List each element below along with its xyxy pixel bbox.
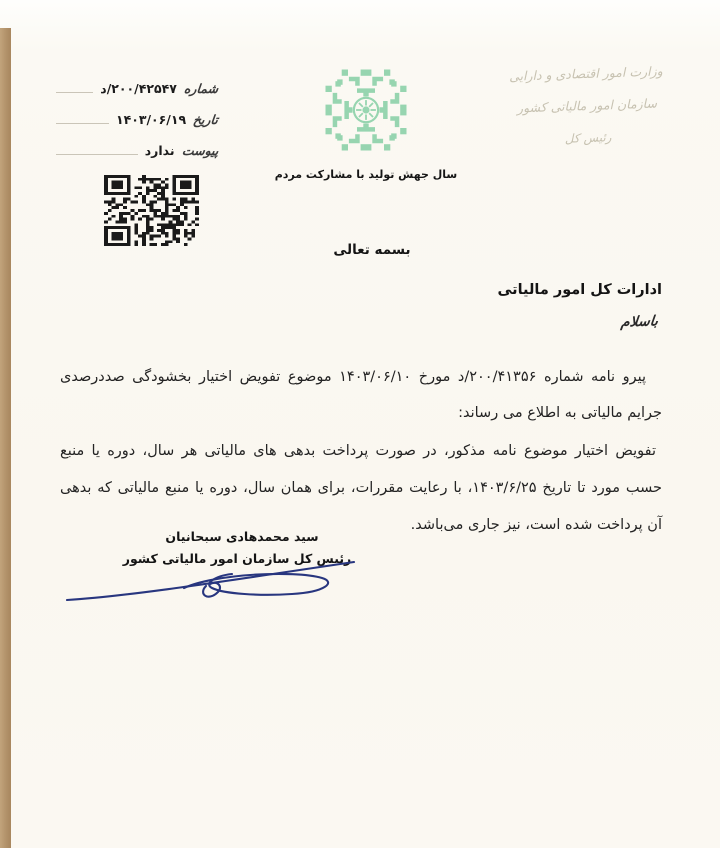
handwritten-signature: [64, 554, 358, 612]
attachment-value: ندارد: [144, 143, 175, 158]
page-edge-shadow: [0, 28, 11, 848]
number-underline: [56, 92, 93, 93]
signatory-title: رئیس کل سازمان امور مالیاتی کشور: [122, 551, 352, 566]
salutation: باسلام: [620, 313, 659, 331]
attachment-label: پیوست: [180, 143, 219, 158]
bismillah-heading: بسمه تعالی: [333, 242, 411, 258]
ministry-name: وزارت امور اقتصادی و دارایی: [508, 63, 663, 84]
date-label: تاریخ: [192, 112, 219, 127]
signatory-name: سید محمدهادی سبحانیان: [165, 529, 319, 544]
addressee-line: ادارات کل امور مالیاتی: [497, 282, 662, 298]
ministry-letterhead: [480, 54, 693, 157]
attachment-underline: [56, 154, 138, 155]
letter-attachment-row: [56, 128, 218, 159]
body-paragraph-1: پیرو نامه شماره ۲۰۰/۴۱۳۵۶/د مورخ ۱۴۰۳/۰۶/۱۰ موضوع تفویض اختیار بخشودگی صددرصدی جرایم مالیاتی به اطلاع می رساند:: [60, 368, 662, 421]
office-title: رئیس کل: [564, 130, 612, 146]
letter-date-row: [56, 97, 218, 128]
number-value: ۲۰۰/۴۲۵۴۷/د: [100, 81, 177, 96]
body-paragraph-2: تفویض اختیار موضوع نامه مذکور، در صورت پرداخت بدهی های مالیاتی هر سال، دوره یا منبع حسب مورد تا تاریخ ۱۴۰۳/۶/۲۵، با رعایت مقررات، برای همان سال، دوره یا منبع مالیاتی که بدهی آن پرداخت شده است، نیز جاری می‌باشد.: [60, 442, 662, 533]
organization-name: سازمان امور مالیاتی کشور: [516, 95, 658, 116]
tax-administration-emblem-icon: [321, 64, 411, 156]
year-slogan: سال جهش تولید با مشارکت مردم: [274, 168, 458, 181]
letter-number-row: [56, 66, 218, 97]
number-label: شماره: [183, 81, 219, 96]
qr-code: [104, 175, 199, 246]
letter-meta-block: [56, 66, 218, 159]
date-underline: [56, 123, 109, 124]
date-value: ۱۴۰۳/۰۶/۱۹: [115, 112, 187, 127]
